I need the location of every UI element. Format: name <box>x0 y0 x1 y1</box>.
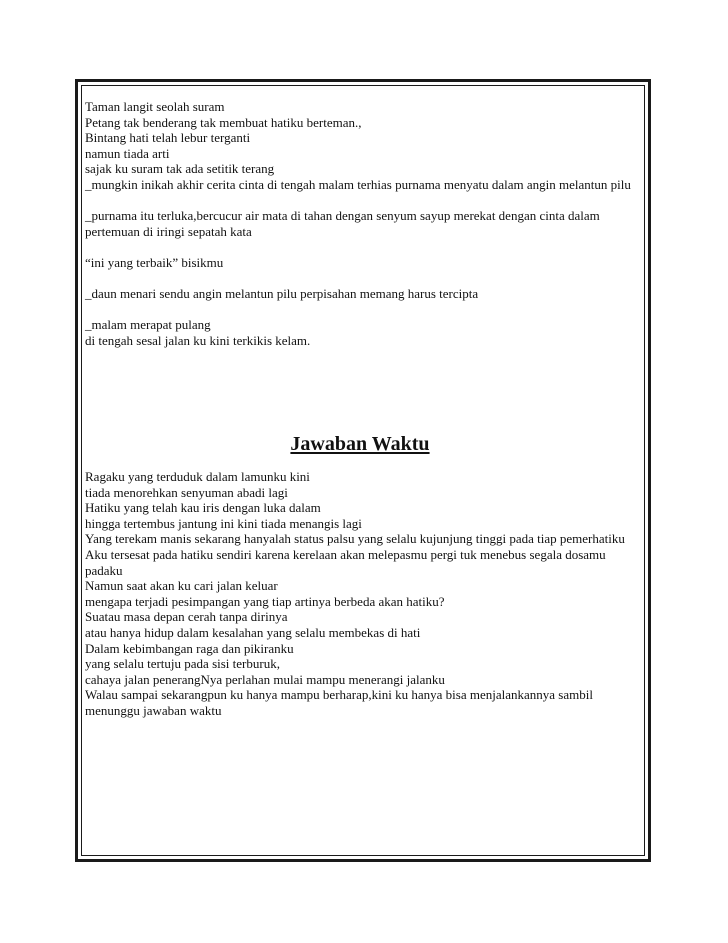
poem-line: atau hanya hidup dalam kesalahan yang selalu membekas di hati <box>85 624 421 640</box>
poem-line: _daun menari sendu angin melantun pilu perpisahan memang harus tercipta <box>85 286 479 302</box>
poem-line: tiada menorehkan senyuman abadi lagi <box>85 484 288 500</box>
poem-line: Taman langit seolah suram <box>85 99 225 114</box>
poem-1-stanza-2 <box>85 208 635 239</box>
poem-line: hingga tertembus jantung ini kini tiada menangis lagi <box>85 515 362 531</box>
poem-line: Yang terekam manis sekarang hanyalah status palsu yang selalu kujunjung tinggi pada tiap pemerhatiku <box>85 531 625 547</box>
poem-line: Bintang hati telah lebur terganti <box>85 130 251 146</box>
poem-line: cahaya jalan penerangNya perlahan mulai mampu menerangi jalanku <box>85 671 445 687</box>
poem-line: Hatiku yang telah kau iris dengan luka dalam <box>85 500 321 516</box>
poem-line: Namun saat akan ku cari jalan keluar <box>85 578 278 594</box>
poem-1-stanza-1 <box>85 99 635 193</box>
poem-1-stanza-5 <box>85 317 635 348</box>
poem-line: mengapa terjadi pesimpangan yang tiap artinya berbeda akan hatiku? <box>85 593 445 609</box>
poem-2-title: Jawaban Waktu <box>290 433 430 455</box>
poem-1-stanza-3 <box>85 255 635 271</box>
poem-line: Aku tersesat pada hatiku sendiri karena kerelaan akan melepasmu pergi tuk menebus segala dosamu padaku <box>85 546 606 578</box>
poem-2 <box>85 469 635 719</box>
poem-line: sajak ku suram tak ada setitik terang <box>85 161 275 177</box>
poem-line: namun tiada arti <box>85 145 170 161</box>
poem-line: Dalam kebimbangan raga dan pikiranku <box>85 640 294 656</box>
poem-line: Ragaku yang terduduk dalam lamunku kini <box>85 469 310 484</box>
poem-line: Walau sampai sekarangpun ku hanya mampu berharap,kini ku hanya bisa menjalankannya sambil menunggu jawaban waktu <box>85 687 593 718</box>
poem-line: “ini yang terbaik” bisikmu <box>85 254 224 270</box>
poem-line: _malam merapat pulang <box>85 317 211 333</box>
poem-line: Suatau masa depan cerah tanpa dirinya <box>85 609 288 625</box>
poem-1-stanza-4 <box>85 286 635 302</box>
poem-line: _purnama itu terluka,bercucur air mata di tahan dengan senyum sayup merekat dengan cinta dalam pertemuan di iringi sepatah kata <box>85 208 600 239</box>
poem-line: _mungkin inikah akhir cerita cinta di tengah malam terhias purnama menyatu dalam angin melantun pilu <box>85 176 631 192</box>
poem-line: yang selalu tertuju pada sisi terburuk, <box>85 656 280 672</box>
poem-line: di tengah sesal jalan ku kini terkikis kelam. <box>85 332 311 348</box>
poem-1 <box>85 99 635 349</box>
poem-line: Petang tak benderang tak membuat hatiku berteman., <box>85 114 362 130</box>
